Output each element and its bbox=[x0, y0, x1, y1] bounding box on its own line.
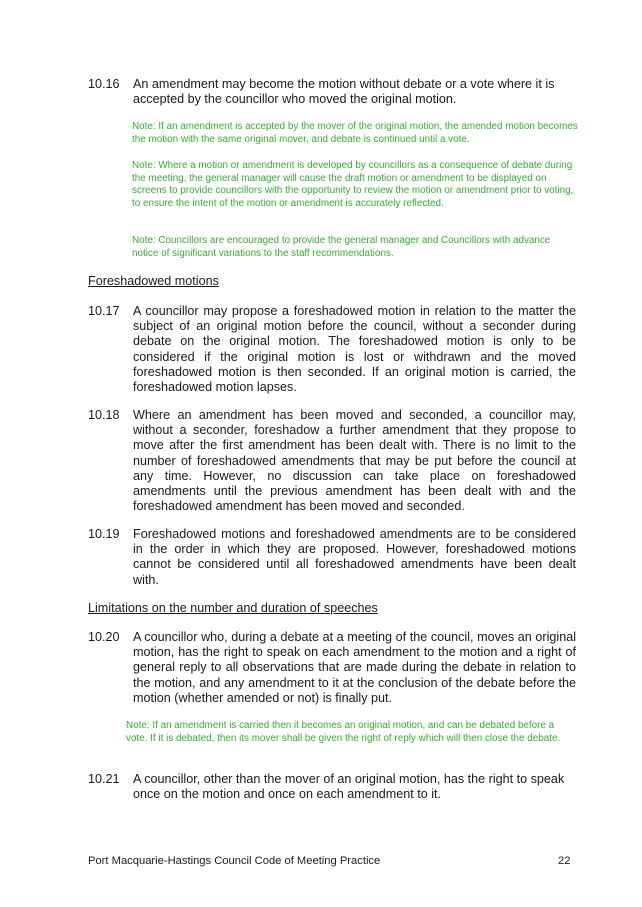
clause-number: 10.21 bbox=[88, 772, 120, 786]
clause-10-18 bbox=[88, 408, 576, 514]
clause-text: A councillor who, during a debate at a meeting of the council, moves an original motion, has the right to speak on each amendment to the motion and a right of general reply to all observations that are made during the debate in relation to the motion, and any amendment to it at the conclusion of the debate before the motion (whether amended or not) is finally put. bbox=[133, 630, 576, 705]
clause-number: 10.17 bbox=[88, 304, 120, 318]
clause-number: 10.18 bbox=[88, 408, 120, 422]
section-heading-limitations: Limitations on the number and duration of speeches bbox=[88, 601, 378, 615]
clause-number: 10.16 bbox=[88, 77, 120, 91]
clause-10-21 bbox=[88, 772, 576, 802]
footer-title: Port Macquarie-Hastings Council Code of Meeting Practice bbox=[88, 855, 381, 867]
note-advance-notice: Note: Councillors are encouraged to provide the general manager and Councillors with advance notice of significant variations to the staff recommendations. bbox=[132, 235, 551, 259]
clause-text: A councillor may propose a foreshadowed motion in relation to the matter the subject of an original motion before the council, without a seconder during debate on the original motion. The foreshadowed motion is only to be considered if the original motion is lost or withdrawn and the moved foreshadowed motion is then seconded. If an original motion is carried, the foreshadowed motion lapses. bbox=[133, 304, 576, 395]
clause-text: A councillor, other than the mover of an original motion, has the right to speak once on the motion and once on each amendment to it. bbox=[133, 772, 565, 802]
clause-10-19 bbox=[88, 527, 576, 588]
note-amendment-carried: Note: If an amendment is carried then it becomes an original motion, and can be debated before a vote. If it is debated, then its mover shall be given the right of reply which will then close the debate. bbox=[126, 720, 561, 744]
note-draft-motion-display: Note: Where a motion or amendment is developed by councillors as a consequence of debate during the meeting, the general manager will cause the draft motion or amendment to be displayed on screens to provide councillors with the opportunity to review the motion or amendment prior to voting, to ensure the intent of the motion or amendment is accurately reflected. bbox=[132, 160, 574, 209]
clause-text: Where an amendment has been moved and seconded, a councillor may, without a seconder, foreshadow a further amendment that they propose to move after the first amendment has been dealt with. There is no limit to the number of foreshadowed amendments that may be put before the council at any time. However, no discussion can take place on foreshadowed amendments until the previous amendment has been dealt with and the foreshadowed amendment has been moved and seconded. bbox=[133, 408, 576, 514]
section-heading-foreshadowed: Foreshadowed motions bbox=[88, 274, 219, 288]
page-number: 22 bbox=[558, 855, 571, 867]
clause-10-16 bbox=[88, 77, 576, 107]
note-amendment-accepted: Note: If an amendment is accepted by the mover of the original motion, the amended motion becomes the motion with the same original mover, and debate is continued until a vote. bbox=[132, 121, 578, 145]
clause-text: Foreshadowed motions and foreshadowed amendments are to be considered in the order in which they are proposed. However, foreshadowed motions cannot be considered until all foreshadowed amendments have been dealt with. bbox=[133, 527, 576, 587]
clause-10-20 bbox=[88, 630, 576, 706]
clause-number: 10.19 bbox=[88, 527, 120, 541]
clause-text: An amendment may become the motion without debate or a vote where it is accepted by the councillor who moved the original motion. bbox=[133, 77, 555, 107]
clause-10-17 bbox=[88, 304, 576, 395]
clause-number: 10.20 bbox=[88, 630, 120, 644]
